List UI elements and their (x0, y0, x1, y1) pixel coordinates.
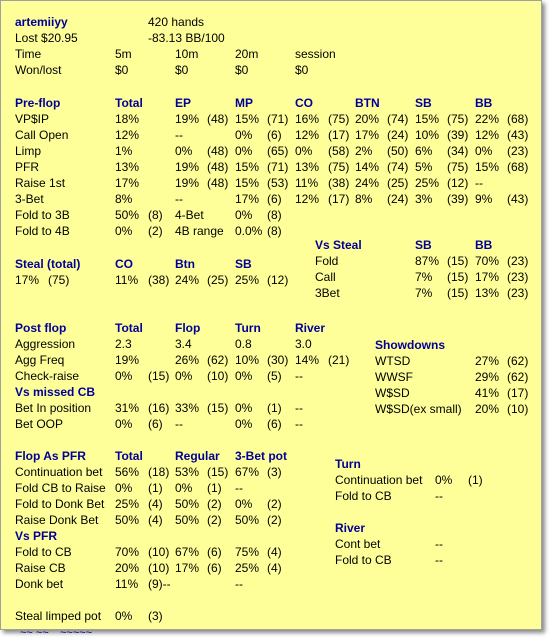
flop-pfr-cell: (2) (207, 513, 222, 527)
aggfreq-turn: 10% (235, 353, 260, 367)
showdown-label: W$SD (375, 386, 410, 400)
vs-pfr-cell: 11% (115, 577, 139, 591)
underlying-window-text (10, 631, 530, 642)
preflop-stat-cell: 15% (415, 112, 440, 126)
fold-to-4bet-count: (2) (148, 224, 163, 238)
flop-as-pfr-col-3betpot: 3-Bet pot (235, 449, 287, 463)
vs-pfr-cell: 67% (175, 545, 200, 559)
preflop-stat-cell: 18% (115, 112, 140, 126)
preflop-stat-cell: 8% (355, 192, 373, 206)
bet-oop-turn: 0% (235, 417, 253, 431)
preflop-stat-cell: (53) (267, 176, 289, 190)
steal-col-btn: Btn (175, 257, 195, 271)
preflop-stat-cell: 17% (115, 176, 140, 190)
postflop-col-river: River (295, 321, 326, 335)
preflop-stat-cell: (24) (387, 128, 409, 142)
fold-to-3bet-value: 50% (115, 208, 140, 222)
bet-ip-flop-count: (15) (207, 401, 229, 415)
preflop-stat-cell: 20% (355, 112, 380, 126)
steal-sb-count: (12) (267, 273, 289, 287)
showdown-cell: 29% (475, 370, 500, 384)
preflop-stat-cell: 0% (235, 144, 253, 158)
steal-limped-value: 0% (115, 609, 133, 623)
preflop-stat-cell: 0% (175, 144, 193, 158)
checkraise-flop-count: (10) (207, 369, 229, 383)
preflop-stat-cell: (24) (387, 192, 409, 206)
hands-count: 420 hands (148, 15, 205, 29)
fold-to-3bet-count: (8) (148, 208, 163, 222)
turn-fold-cb-value: -- (435, 489, 443, 503)
preflop-col-ep: EP (175, 96, 192, 110)
bet-oop-turn-count: (6) (267, 417, 282, 431)
four-bet-value: 0% (235, 208, 253, 222)
vs-steal-cell: (15) (447, 286, 469, 300)
showdown-cell: (62) (507, 370, 529, 384)
vs-pfr-title: Vs PFR (15, 529, 58, 543)
preflop-stat-cell: (43) (507, 128, 529, 142)
vs-steal-label: 3Bet (315, 286, 340, 300)
preflop-stat-cell: 0% (475, 144, 493, 158)
four-bet-label: 4-Bet (175, 208, 204, 222)
flop-pfr-cell: (15) (207, 465, 229, 479)
steal-col-sb: SB (235, 257, 252, 271)
preflop-col-mp: MP (235, 96, 253, 110)
preflop-stat-cell: 19% (175, 176, 200, 190)
turn-cbet-count: (1) (468, 473, 483, 487)
steal-limped-count: (3) (148, 609, 163, 623)
flop-pfr-cell: 25% (115, 497, 140, 511)
preflop-stat-cell: (48) (207, 144, 229, 158)
flop-pfr-cell: (2) (207, 497, 222, 511)
river-fold-cb-value: -- (435, 553, 443, 567)
postflop-col-flop: Flop (175, 321, 201, 335)
vs-pfr-label: Raise CB (15, 561, 66, 575)
flop-pfr-cell: 50% (175, 497, 200, 511)
flop-pfr-label: Raise Donk Bet (15, 513, 99, 527)
flop-pfr-cell: 0% (115, 481, 133, 495)
flop-pfr-cell: (1) (148, 481, 163, 495)
preflop-stat-cell: (74) (387, 160, 409, 174)
aggfreq-river-count: (21) (328, 353, 350, 367)
time-col-20m: 20m (235, 47, 259, 61)
turn-cbet-value: 0% (435, 473, 453, 487)
preflop-stat-cell: 3% (415, 192, 433, 206)
showdown-cell: (10) (507, 402, 529, 416)
preflop-stat-cell: 16% (295, 112, 320, 126)
preflop-stat-cell: -- (175, 128, 183, 142)
flop-as-pfr-title: Flop As PFR (15, 449, 86, 463)
preflop-stat-label: Raise 1st (15, 176, 66, 190)
bet-oop-total-count: (6) (148, 417, 163, 431)
vs-pfr-cell: (4) (267, 545, 282, 559)
preflop-col-total: Total (115, 96, 143, 110)
preflop-stat-cell: 12% (295, 128, 320, 142)
vs-pfr-label: Fold to CB (15, 545, 72, 559)
preflop-stat-cell: 5% (415, 160, 433, 174)
preflop-col-sb: SB (415, 96, 432, 110)
preflop-stat-cell: 0% (235, 128, 253, 142)
aggfreq-river: 14% (295, 353, 320, 367)
fold-to-4bet-label: Fold to 4B (15, 224, 70, 238)
flop-pfr-cell: (3) (267, 465, 282, 479)
vs-steal-col-sb: SB (415, 238, 432, 252)
preflop-stat-cell: 19% (175, 160, 200, 174)
flop-as-pfr-col-total: Total (115, 449, 143, 463)
preflop-stat-cell: (50) (387, 144, 409, 158)
preflop-stat-cell: -- (475, 176, 483, 190)
preflop-stat-cell: (48) (207, 112, 229, 126)
showdown-cell: 20% (475, 402, 500, 416)
vs-steal-cell: 70% (475, 254, 500, 268)
showdown-cell: 27% (475, 354, 500, 368)
preflop-stat-cell: 0% (295, 144, 313, 158)
time-col-session: session (295, 47, 336, 61)
preflop-stat-cell: (75) (447, 112, 469, 126)
vs-steal-cell: (15) (447, 254, 469, 268)
preflop-stat-cell: 14% (355, 160, 380, 174)
vs-steal-cell: 7% (415, 286, 433, 300)
preflop-stat-cell: (6) (267, 128, 282, 142)
flop-pfr-cell: -- (235, 481, 243, 495)
vs-pfr-label: Donk bet (15, 577, 64, 591)
bet-ip-total: 31% (115, 401, 140, 415)
preflop-stat-cell: (39) (447, 192, 469, 206)
bet-ip-flop: 33% (175, 401, 200, 415)
fold-to-4bet-value: 0% (115, 224, 133, 238)
aggfreq-total: 19% (115, 353, 140, 367)
aggfreq-label: Agg Freq (15, 353, 65, 367)
steal-total-value: 17% (15, 273, 40, 287)
flop-pfr-cell: (1) (207, 481, 222, 495)
checkraise-river: -- (295, 369, 303, 383)
turn-title: Turn (335, 457, 361, 471)
vs-pfr-cell: (10) (148, 561, 170, 575)
checkraise-turn: 0% (235, 369, 253, 383)
vs-steal-cell: 13% (475, 286, 500, 300)
steal-co-count: (38) (148, 273, 170, 287)
preflop-stat-cell: (43) (507, 192, 529, 206)
four-bet-count: (8) (267, 208, 282, 222)
preflop-title: Pre-flop (15, 96, 61, 110)
preflop-stat-label: 3-Bet (15, 192, 44, 206)
bet-oop-river: -- (295, 417, 303, 431)
player-name: artemiiyy (15, 15, 68, 29)
flop-pfr-cell: 67% (235, 465, 260, 479)
vs-steal-cell: 17% (475, 270, 500, 284)
steal-sb-value: 25% (235, 273, 260, 287)
vs-steal-col-bb: BB (475, 238, 493, 252)
showdown-label: WWSF (375, 370, 413, 384)
preflop-col-btn: BTN (355, 96, 380, 110)
four-bet-range-value: 0.0% (235, 224, 263, 238)
vs-pfr-cell: (4) (267, 561, 282, 575)
flop-pfr-label: Continuation bet (15, 465, 103, 479)
session-result: Lost $20.95 (15, 31, 78, 45)
preflop-stat-cell: (38) (328, 176, 350, 190)
preflop-stat-cell: 15% (235, 176, 260, 190)
steal-title: Steal (total) (15, 257, 81, 271)
preflop-stat-cell: 12% (295, 192, 320, 206)
checkraise-total-count: (15) (148, 369, 170, 383)
flop-pfr-cell: 0% (175, 481, 193, 495)
checkraise-turn-count: (5) (267, 369, 282, 383)
vs-steal-cell: (23) (507, 254, 529, 268)
aggfreq-turn-count: (30) (267, 353, 289, 367)
vs-pfr-cell: (9)-- (148, 577, 171, 591)
bet-oop-total: 0% (115, 417, 133, 431)
time-col-5m: 5m (115, 47, 132, 61)
preflop-stat-cell: 1% (115, 144, 133, 158)
turn-fold-cb-label: Fold to CB (335, 489, 392, 503)
wonlost-5m: $0 (115, 63, 129, 77)
preflop-stat-cell: (68) (507, 112, 529, 126)
preflop-stat-cell: (75) (447, 160, 469, 174)
preflop-stat-cell: (48) (207, 160, 229, 174)
flop-pfr-cell: (18) (148, 465, 170, 479)
bet-oop-flop: -- (175, 417, 183, 431)
postflop-col-total: Total (115, 321, 143, 335)
showdowns-title: Showdowns (375, 338, 445, 352)
flop-pfr-cell: (2) (267, 513, 282, 527)
vs-pfr-cell: 20% (115, 561, 140, 575)
preflop-stat-cell: (34) (447, 144, 469, 158)
aggression-turn: 0.8 (235, 337, 252, 351)
preflop-stat-cell: 8% (115, 192, 133, 206)
checkraise-total: 0% (115, 369, 133, 383)
preflop-stat-cell: -- (175, 192, 183, 206)
preflop-stat-cell: (65) (267, 144, 289, 158)
wonlost-10m: $0 (175, 63, 189, 77)
vs-steal-cell: (23) (507, 270, 529, 284)
steal-limped-label: Steal limped pot (15, 609, 102, 623)
vs-pfr-cell: (6) (207, 561, 222, 575)
showdown-cell: (17) (507, 386, 529, 400)
flop-as-pfr-col-regular: Regular (175, 449, 220, 463)
checkraise-label: Check-raise (15, 369, 80, 383)
preflop-stat-cell: 24% (355, 176, 380, 190)
postflop-title: Post flop (15, 321, 67, 335)
bet-ip-river: -- (295, 401, 303, 415)
vs-steal-cell: 87% (415, 254, 440, 268)
bet-ip-label: Bet In position (15, 401, 92, 415)
preflop-stat-cell: 6% (415, 144, 433, 158)
aggfreq-flop: 26% (175, 353, 200, 367)
preflop-stat-cell: (17) (328, 128, 350, 142)
preflop-stat-label: Limp (15, 144, 42, 158)
flop-pfr-cell: 56% (115, 465, 140, 479)
preflop-stat-cell: 25% (415, 176, 440, 190)
steal-btn-count: (25) (207, 273, 229, 287)
preflop-stat-cell: 10% (415, 128, 440, 142)
preflop-stat-cell: 12% (475, 128, 500, 142)
river-cbet-value: -- (435, 537, 443, 551)
preflop-stat-cell: 9% (475, 192, 493, 206)
flop-pfr-cell: 53% (175, 465, 200, 479)
flop-pfr-cell: 0% (235, 497, 253, 511)
preflop-stat-cell: (68) (507, 160, 529, 174)
preflop-stat-cell: (48) (207, 176, 229, 190)
wonlost-label: Won/lost (15, 63, 62, 77)
flop-pfr-cell: (4) (148, 497, 163, 511)
preflop-col-co: CO (295, 96, 313, 110)
preflop-stat-cell: (17) (328, 192, 350, 206)
underlying-text-a: ~~ ~~ (20, 631, 49, 639)
preflop-stat-cell: (25) (387, 176, 409, 190)
preflop-stat-cell: (39) (447, 128, 469, 142)
preflop-stat-label: PFR (15, 160, 39, 174)
flop-pfr-label: Fold CB to Raise (15, 481, 106, 495)
aggression-total: 2.3 (115, 337, 132, 351)
wonlost-session: $0 (295, 63, 309, 77)
showdown-cell: (62) (507, 354, 529, 368)
vs-pfr-cell: 25% (235, 561, 260, 575)
vs-pfr-cell: 70% (115, 545, 140, 559)
preflop-stat-cell: 2% (355, 144, 373, 158)
preflop-stat-cell: (58) (328, 144, 350, 158)
aggression-river: 3.0 (295, 337, 312, 351)
preflop-stat-cell: (71) (267, 160, 289, 174)
time-col-10m: 10m (175, 47, 199, 61)
vs-pfr-cell: (6) (207, 545, 222, 559)
river-fold-cb-label: Fold to CB (335, 553, 392, 567)
preflop-stat-cell: (6) (267, 192, 282, 206)
bet-oop-label: Bet OOP (15, 417, 64, 431)
preflop-stat-cell: 15% (475, 160, 500, 174)
bet-ip-turn-count: (1) (267, 401, 282, 415)
bet-ip-total-count: (16) (148, 401, 170, 415)
vs-steal-cell: (23) (507, 286, 529, 300)
wonlost-20m: $0 (235, 63, 249, 77)
postflop-col-turn: Turn (235, 321, 261, 335)
showdown-cell: 41% (475, 386, 500, 400)
preflop-stat-cell: 22% (475, 112, 500, 126)
flop-pfr-cell: 50% (115, 513, 140, 527)
flop-pfr-cell: (4) (148, 513, 163, 527)
preflop-stat-cell: 19% (175, 112, 200, 126)
steal-total-count: (75) (48, 273, 70, 287)
aggression-label: Aggression (15, 337, 76, 351)
vs-steal-label: Call (315, 270, 336, 284)
preflop-stat-label: VP$IP (15, 112, 50, 126)
four-bet-range-label: 4B range (175, 224, 224, 238)
preflop-stat-cell: 11% (295, 176, 319, 190)
preflop-stat-cell: 13% (295, 160, 320, 174)
preflop-stat-cell: 17% (355, 128, 380, 142)
showdown-label: W$SD(ex small) (375, 402, 462, 416)
preflop-stat-cell: (12) (447, 176, 469, 190)
preflop-stat-cell: 13% (115, 160, 140, 174)
four-bet-range-count: (8) (267, 224, 282, 238)
steal-btn-value: 24% (175, 273, 200, 287)
vs-steal-cell: 7% (415, 270, 433, 284)
preflop-stat-label: Call Open (15, 128, 69, 142)
vs-missed-cb-title: Vs missed CB (15, 385, 96, 399)
vs-steal-label: Fold (315, 254, 339, 268)
bet-ip-turn: 0% (235, 401, 253, 415)
vs-pfr-cell: -- (235, 577, 243, 591)
preflop-stat-cell: (75) (328, 112, 350, 126)
steal-co-value: 11% (115, 273, 139, 287)
vs-pfr-cell: 75% (235, 545, 260, 559)
preflop-stat-cell: 15% (235, 112, 260, 126)
bb-per-100: -83.13 BB/100 (148, 31, 225, 45)
underlying-text-b: ~~~~~ (60, 631, 93, 639)
vs-steal-cell: (15) (447, 270, 469, 284)
preflop-stat-cell: (71) (267, 112, 289, 126)
preflop-stat-cell: 17% (235, 192, 260, 206)
steal-col-co: CO (115, 257, 133, 271)
preflop-stat-cell: (23) (507, 144, 529, 158)
vs-steal-title: Vs Steal (315, 238, 362, 252)
aggfreq-flop-count: (62) (207, 353, 229, 367)
river-title: River (335, 521, 366, 535)
river-cbet-label: Cont bet (335, 537, 381, 551)
showdown-label: WTSD (375, 354, 411, 368)
flop-pfr-cell: 50% (235, 513, 260, 527)
flop-pfr-cell: (2) (267, 497, 282, 511)
preflop-stat-cell: (74) (387, 112, 409, 126)
flop-pfr-label: Fold to Donk Bet (15, 497, 105, 511)
checkraise-flop: 0% (175, 369, 193, 383)
vs-pfr-cell: 17% (175, 561, 200, 575)
flop-pfr-cell: 50% (175, 513, 200, 527)
vs-pfr-cell: (10) (148, 545, 170, 559)
preflop-stat-cell: 12% (115, 128, 140, 142)
fold-to-3bet-label: Fold to 3B (15, 208, 70, 222)
turn-cbet-label: Continuation bet (335, 473, 423, 487)
preflop-stat-cell: 15% (235, 160, 260, 174)
preflop-stat-cell: (75) (328, 160, 350, 174)
time-label: Time (15, 47, 42, 61)
preflop-col-bb: BB (475, 96, 493, 110)
aggression-flop: 3.4 (175, 337, 192, 351)
